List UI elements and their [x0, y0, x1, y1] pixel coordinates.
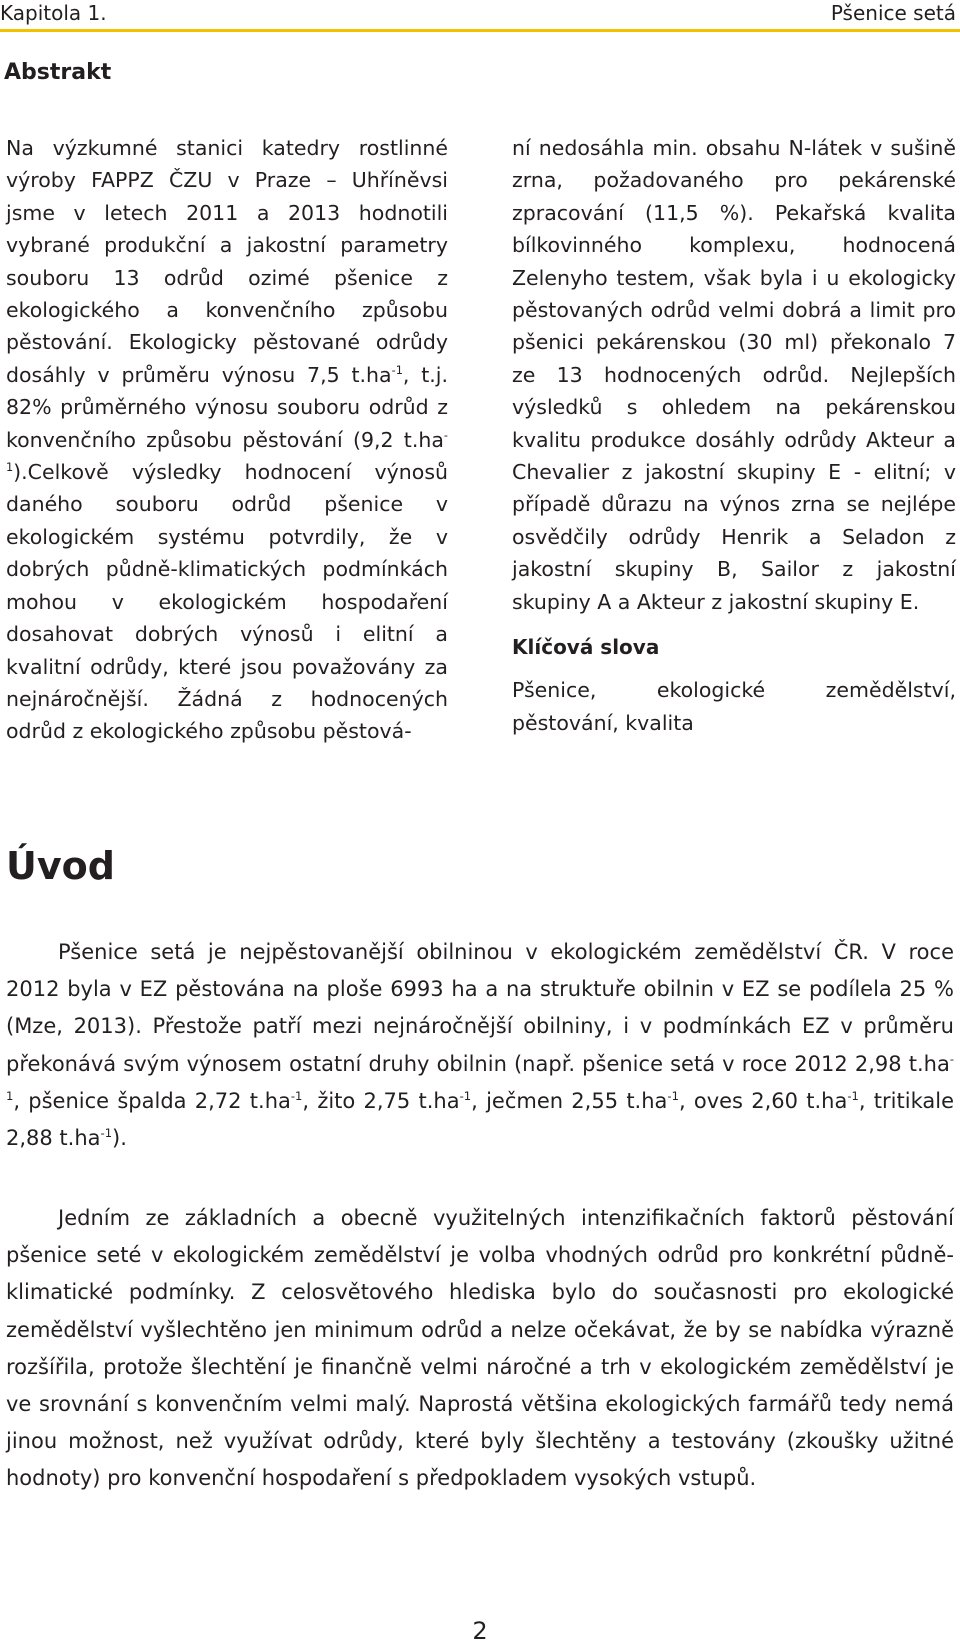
- intro-paragraph-2: Jedním ze základních a obecně využitelných intenzifikačních faktorů pěstování pšenice seté v ekologickém zemědělství je volba vhodných odrůd pro konkrétní půdně-klimatické podmínky. Z celosvětového hlediska bylo do současnosti pro ekologické zemědělství vyšlechtěno jen minimum odrůd a nelze očekávat, že by se nabídka výrazně rozšířila, protože šlechtění je finančně velmi náročné a trh v ekologickém zemědělství je ve srovnání s konvenčním velmi malý. Naprostá většina ekologických farmářů tedy nemá jinou možnost, než využívat odrůdy, které byly šlechtěny a testovány (zkoušky užitné hodnoty) pro konvenční hospodaření s předpokladem vysokých vstupů.: [6, 1206, 954, 1491]
- abstract-right-column: [512, 132, 956, 739]
- abstract-heading: Abstrakt: [4, 60, 112, 85]
- header-rule: [0, 29, 960, 32]
- chapter-label: Kapitola 1.: [0, 1, 107, 25]
- intro-heading: Úvod: [6, 844, 115, 888]
- keywords-heading: Klíčová slova: [512, 635, 660, 660]
- intro-paragraph-1: Pšenice setá je nejpěstovanější obilninou v ekologickém zemědělství ČR. V roce 2012 byla v EZ pěstována na ploše 6993 ha a na struktuře obilnin v EZ se podílela 25 % (Mze, 2013). Přestože patří mezi nejnáročnější obilniny, i v podmínkách EZ v průměru překonává svým výnosem ostatní druhy obilnin (např. pšenice setá v roce 2012 2,98 $t.ha^{-1}$, pšenice špalda 2,72 $t.ha^{-1}$, žito 2,75 $t.ha^{-1}$, ječmen 2,55 $t.ha^{-1}$, oves 2,60 $t.ha^{-1}$, tritikale 2,88 $t.ha^{-1}$).: [6, 940, 954, 1151]
- page-header: [0, 0, 960, 30]
- abstract-left-column: [6, 132, 448, 748]
- topic-label: Pšenice setá: [830, 1, 956, 25]
- abstract-text-left: Na výzkumné stanici katedry rostlinné výroby FAPPZ ČZU v Praze – Uhříněvsi jsme v letech 2011 a 2013 hodnotili vybrané produkční a jakostní parametry souboru 13 odrůd ozimé pšenice z ekologického a konvenčního způsobu pěstování. Ekologicky pěstované odrůdy dosáhly v průměru výnosu 7,5 $t.ha^{-1}$, t.j. 82% průměrného výnosu souboru odrůd z konvenčního způsobu pěstování (9,2 $t.ha^{-1}).Celkově$ výsledky hodnocení výnosů daného souboru odrůd pšenice v ekologickém systému potvrdily, že v dobrých půdně-klimatických podmínkách mohou v ekologickém hospodaření dosahovat dobrých výnosů i elitní a kvalitní odrůdy, které jsou považovány za nejnáročnější. Žádná z hodnocených odrůd z ekologického způsobu pěstová-: [6, 136, 448, 744]
- keywords-text: Pšenice, ekologické zemědělství, pěstování, kvalita: [512, 678, 956, 735]
- page-number: 2: [472, 1617, 488, 1645]
- abstract-text-right: ní nedosáhla min. obsahu N-látek v sušině zrna, požadovaného pro pekárenské zpracování (11,5 %). Pekařská kvalita bílkovinného komplexu, hodnocená Zelenyho testem, však byla i u ekologicky pěstovaných odrůd velmi dobrá a limit pro pšenici pekárenskou (30 ml) překonalo 7 ze 13 hodnocených odrůd. Nejlepších výsledků s ohledem na pekárenskou kvalitu produkce dosáhly odrůdy Akteur a Chevalier z jakostní skupiny E - elitní; v případě důrazu na výnos zrna se nejlépe osvědčily odrůdy Henrik a Seladon z jakostní skupiny B, Sailor z jakostní skupiny A a Akteur z jakostní skupiny E.: [512, 136, 956, 614]
